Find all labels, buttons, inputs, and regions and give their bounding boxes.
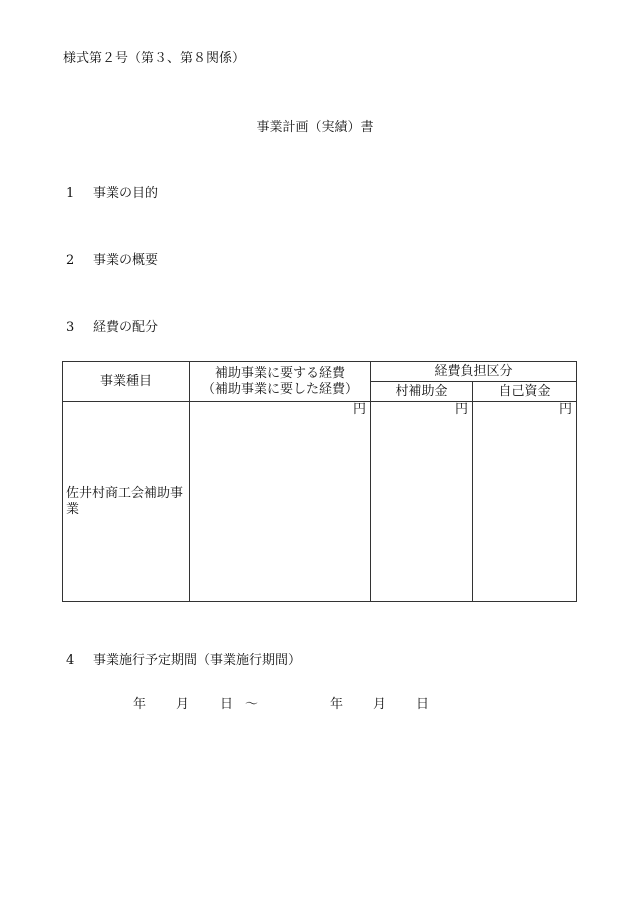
header-business-type: 事業種目 xyxy=(63,362,190,402)
section-2-heading xyxy=(66,253,158,269)
form-number: 様式第２号（第３、第８関係） xyxy=(63,51,246,66)
header-expense xyxy=(190,362,371,402)
section-label: 経費の配分 xyxy=(93,320,159,335)
document-title: 事業計画（実績）書 xyxy=(256,120,374,135)
own-funds-amount-cell xyxy=(473,402,577,602)
section-number: 3 xyxy=(66,320,75,335)
period-date-range xyxy=(0,697,630,713)
start-day-label: 日 xyxy=(220,697,234,712)
expense-allocation-table xyxy=(62,361,577,602)
start-year-label: 年 xyxy=(133,697,147,712)
range-tilde: 〜 xyxy=(245,697,259,712)
header-expense-line2: （補助事業に要した経費） xyxy=(201,381,358,397)
section-label: 事業の概要 xyxy=(93,253,159,268)
section-1-heading xyxy=(66,186,158,202)
section-label: 事業施行予定期間（事業施行期間） xyxy=(93,653,302,668)
start-month-label: 月 xyxy=(176,697,190,712)
header-expense-line1: 補助事業に要する経費 xyxy=(214,365,345,381)
section-number: 4 xyxy=(66,653,75,668)
business-type-cell: 佐井村商工会補助事業 xyxy=(63,402,190,602)
end-day-label: 日 xyxy=(416,697,430,712)
yen-unit: 円 xyxy=(352,402,366,417)
end-year-label: 年 xyxy=(330,697,344,712)
yen-unit: 円 xyxy=(454,402,468,417)
header-village-subsidy: 村補助金 xyxy=(371,382,473,402)
end-month-label: 月 xyxy=(373,697,387,712)
section-label: 事業の目的 xyxy=(93,186,159,201)
yen-unit: 円 xyxy=(559,402,573,417)
section-3-heading xyxy=(66,320,158,336)
section-number: 2 xyxy=(66,253,75,268)
section-4-heading xyxy=(66,653,301,669)
section-number: 1 xyxy=(66,186,75,201)
expense-amount-cell xyxy=(190,402,371,602)
village-subsidy-amount-cell xyxy=(371,402,473,602)
header-own-funds: 自己資金 xyxy=(473,382,577,402)
header-cost-burden: 経費負担区分 xyxy=(371,362,577,382)
